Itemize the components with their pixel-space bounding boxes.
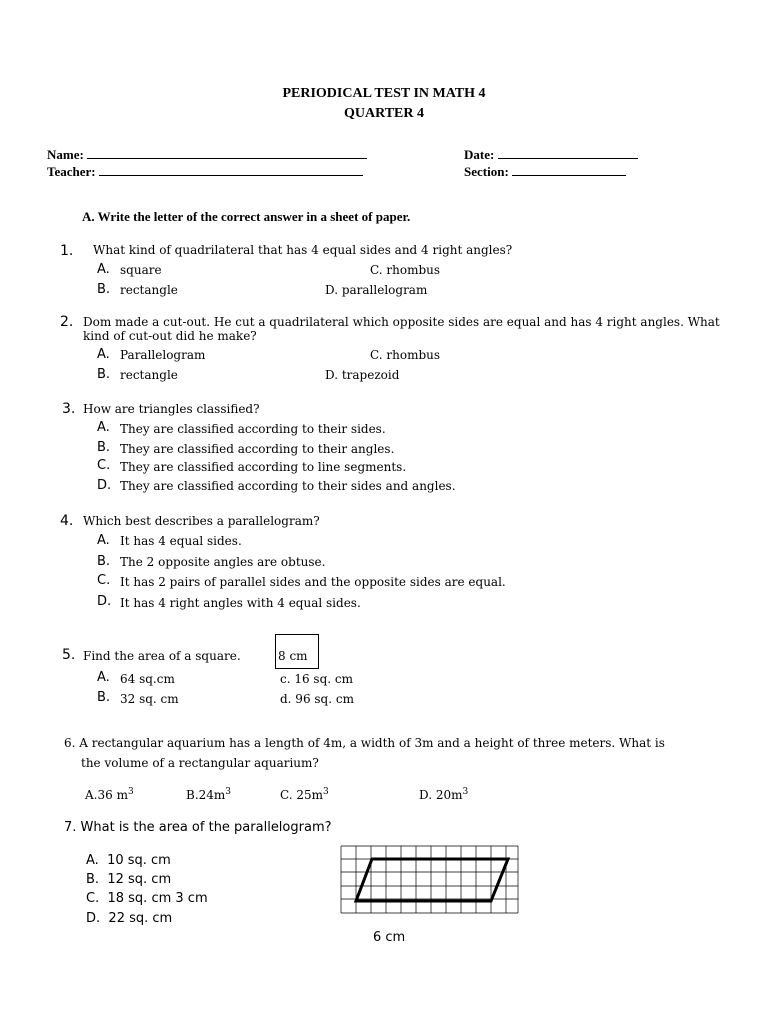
q1-c-text[interactable]: C. rhombus — [370, 263, 441, 277]
q4-number: 4. — [60, 513, 74, 529]
q4-d-text[interactable]: It has 4 right angles with 4 equal sides. — [120, 596, 361, 610]
q4-b-letter: B. — [97, 554, 111, 569]
q3-text: How are triangles classified? — [83, 402, 260, 416]
q5-d-text[interactable]: d. 96 sq. cm — [280, 692, 354, 706]
parallelogram-shape — [356, 859, 508, 901]
date-line — [498, 146, 638, 159]
q4-text: Which best describes a parallelogram? — [83, 514, 320, 528]
q6-text-line1: 6. A rectangular aquarium has a length of 4m, a width of 3m and a height of three meters. What is — [64, 736, 665, 750]
q3-c-letter: C. — [97, 458, 111, 473]
q2-number: 2. — [60, 314, 74, 330]
q7-b[interactable]: B. 12 sq. cm — [86, 872, 172, 887]
q6-text-line2: the volume of a rectangular aquarium? — [81, 756, 319, 770]
q5-b-letter: B. — [97, 690, 111, 705]
q3-a-text[interactable]: They are classified according to their sides. — [120, 422, 386, 436]
q2-b-letter: B. — [97, 367, 111, 382]
q3-d-letter: D. — [97, 478, 112, 493]
q1-b-text[interactable]: rectangle — [120, 283, 178, 297]
name-line — [87, 146, 367, 159]
section-line — [512, 163, 626, 176]
q7-text: 7. What is the area of the parallelogram? — [64, 820, 332, 835]
q3-a-letter: A. — [97, 420, 110, 435]
q6-b-text[interactable]: $B.24m^3$ — [186, 787, 232, 802]
q4-c-letter: C. — [97, 573, 111, 588]
name-field[interactable] — [47, 146, 367, 163]
q6-d-text[interactable]: D. $20m^3$ — [419, 787, 469, 802]
q5-b-text[interactable]: 32 sq. cm — [120, 692, 179, 706]
q5-c-text[interactable]: c. 16 sq. cm — [280, 672, 354, 686]
q1-a-text[interactable]: square — [120, 263, 162, 277]
teacher-line — [99, 163, 363, 176]
q7-c[interactable]: C. 18 sq. cm 3 cm — [86, 891, 208, 906]
q2-c-text[interactable]: C. rhombus — [370, 348, 441, 362]
q3-c-text[interactable]: They are classified according to line segments. — [120, 460, 407, 474]
test-title: PERIODICAL TEST IN MATH 4 — [282, 86, 486, 101]
q4-d-letter: D. — [97, 594, 112, 609]
q5-number: 5. — [62, 647, 76, 663]
q4-c-text[interactable]: It has 2 pairs of parallel sides and the opposite sides are equal. — [120, 575, 506, 589]
q3-d-text[interactable]: They are classified according to their sides and angles. — [120, 479, 456, 493]
teacher-label: Teacher: — [47, 164, 96, 179]
instruction: A. Write the letter of the correct answer in a sheet of paper. — [82, 209, 411, 224]
grid-lines — [341, 846, 518, 913]
q2-text-line2: kind of cut-out did he make? — [83, 329, 257, 343]
q5-a-letter: A. — [97, 670, 110, 685]
base-label: 6 cm — [373, 930, 406, 945]
q6-c-text[interactable]: C. $25m^3$ — [280, 787, 329, 802]
q2-text-line1: Dom made a cut-out. He cut a quadrilateral which opposite sides are equal and has 4 right angles. What — [83, 315, 720, 329]
teacher-field[interactable] — [47, 163, 363, 180]
quarter-title: QUARTER 4 — [343, 106, 424, 121]
section-field[interactable] — [464, 163, 626, 180]
q4-a-letter: A. — [97, 533, 110, 548]
date-label: Date: — [464, 147, 495, 162]
q5-a-text[interactable]: 64 sq.cm — [120, 672, 175, 686]
section-label: Section: — [464, 164, 509, 179]
q7-a[interactable]: A. 10 sq. cm — [86, 853, 171, 868]
date-field[interactable] — [464, 146, 638, 163]
q1-a-letter: A. — [97, 262, 110, 277]
q2-a-text[interactable]: Parallelogram — [120, 348, 206, 362]
q4-a-text[interactable]: It has 4 equal sides. — [120, 534, 242, 548]
q1-b-letter: B. — [97, 282, 111, 297]
q2-b-text[interactable]: rectangle — [120, 368, 178, 382]
q3-b-letter: B. — [97, 440, 111, 455]
q3-number: 3. — [62, 401, 76, 417]
q5-text: Find the area of a square. — [83, 649, 241, 663]
parallelogram-grid-figure — [340, 845, 520, 915]
q6-a-text[interactable]: A.36 $m^3$ — [85, 787, 134, 802]
q4-b-text[interactable]: The 2 opposite angles are obtuse. — [120, 555, 326, 569]
q1-number: 1. — [60, 243, 74, 259]
square-side-label: 8 cm — [278, 649, 308, 663]
name-label: Name: — [47, 147, 84, 162]
q2-d-text[interactable]: D. trapezoid — [325, 368, 400, 382]
q3-b-text[interactable]: They are classified according to their angles. — [120, 442, 395, 456]
q1-text: What kind of quadrilateral that has 4 equal sides and 4 right angles? — [93, 243, 513, 257]
q1-d-text[interactable]: D. parallelogram — [325, 283, 428, 297]
q2-a-letter: A. — [97, 347, 110, 362]
q7-d[interactable]: D. 22 sq. cm — [86, 911, 173, 926]
